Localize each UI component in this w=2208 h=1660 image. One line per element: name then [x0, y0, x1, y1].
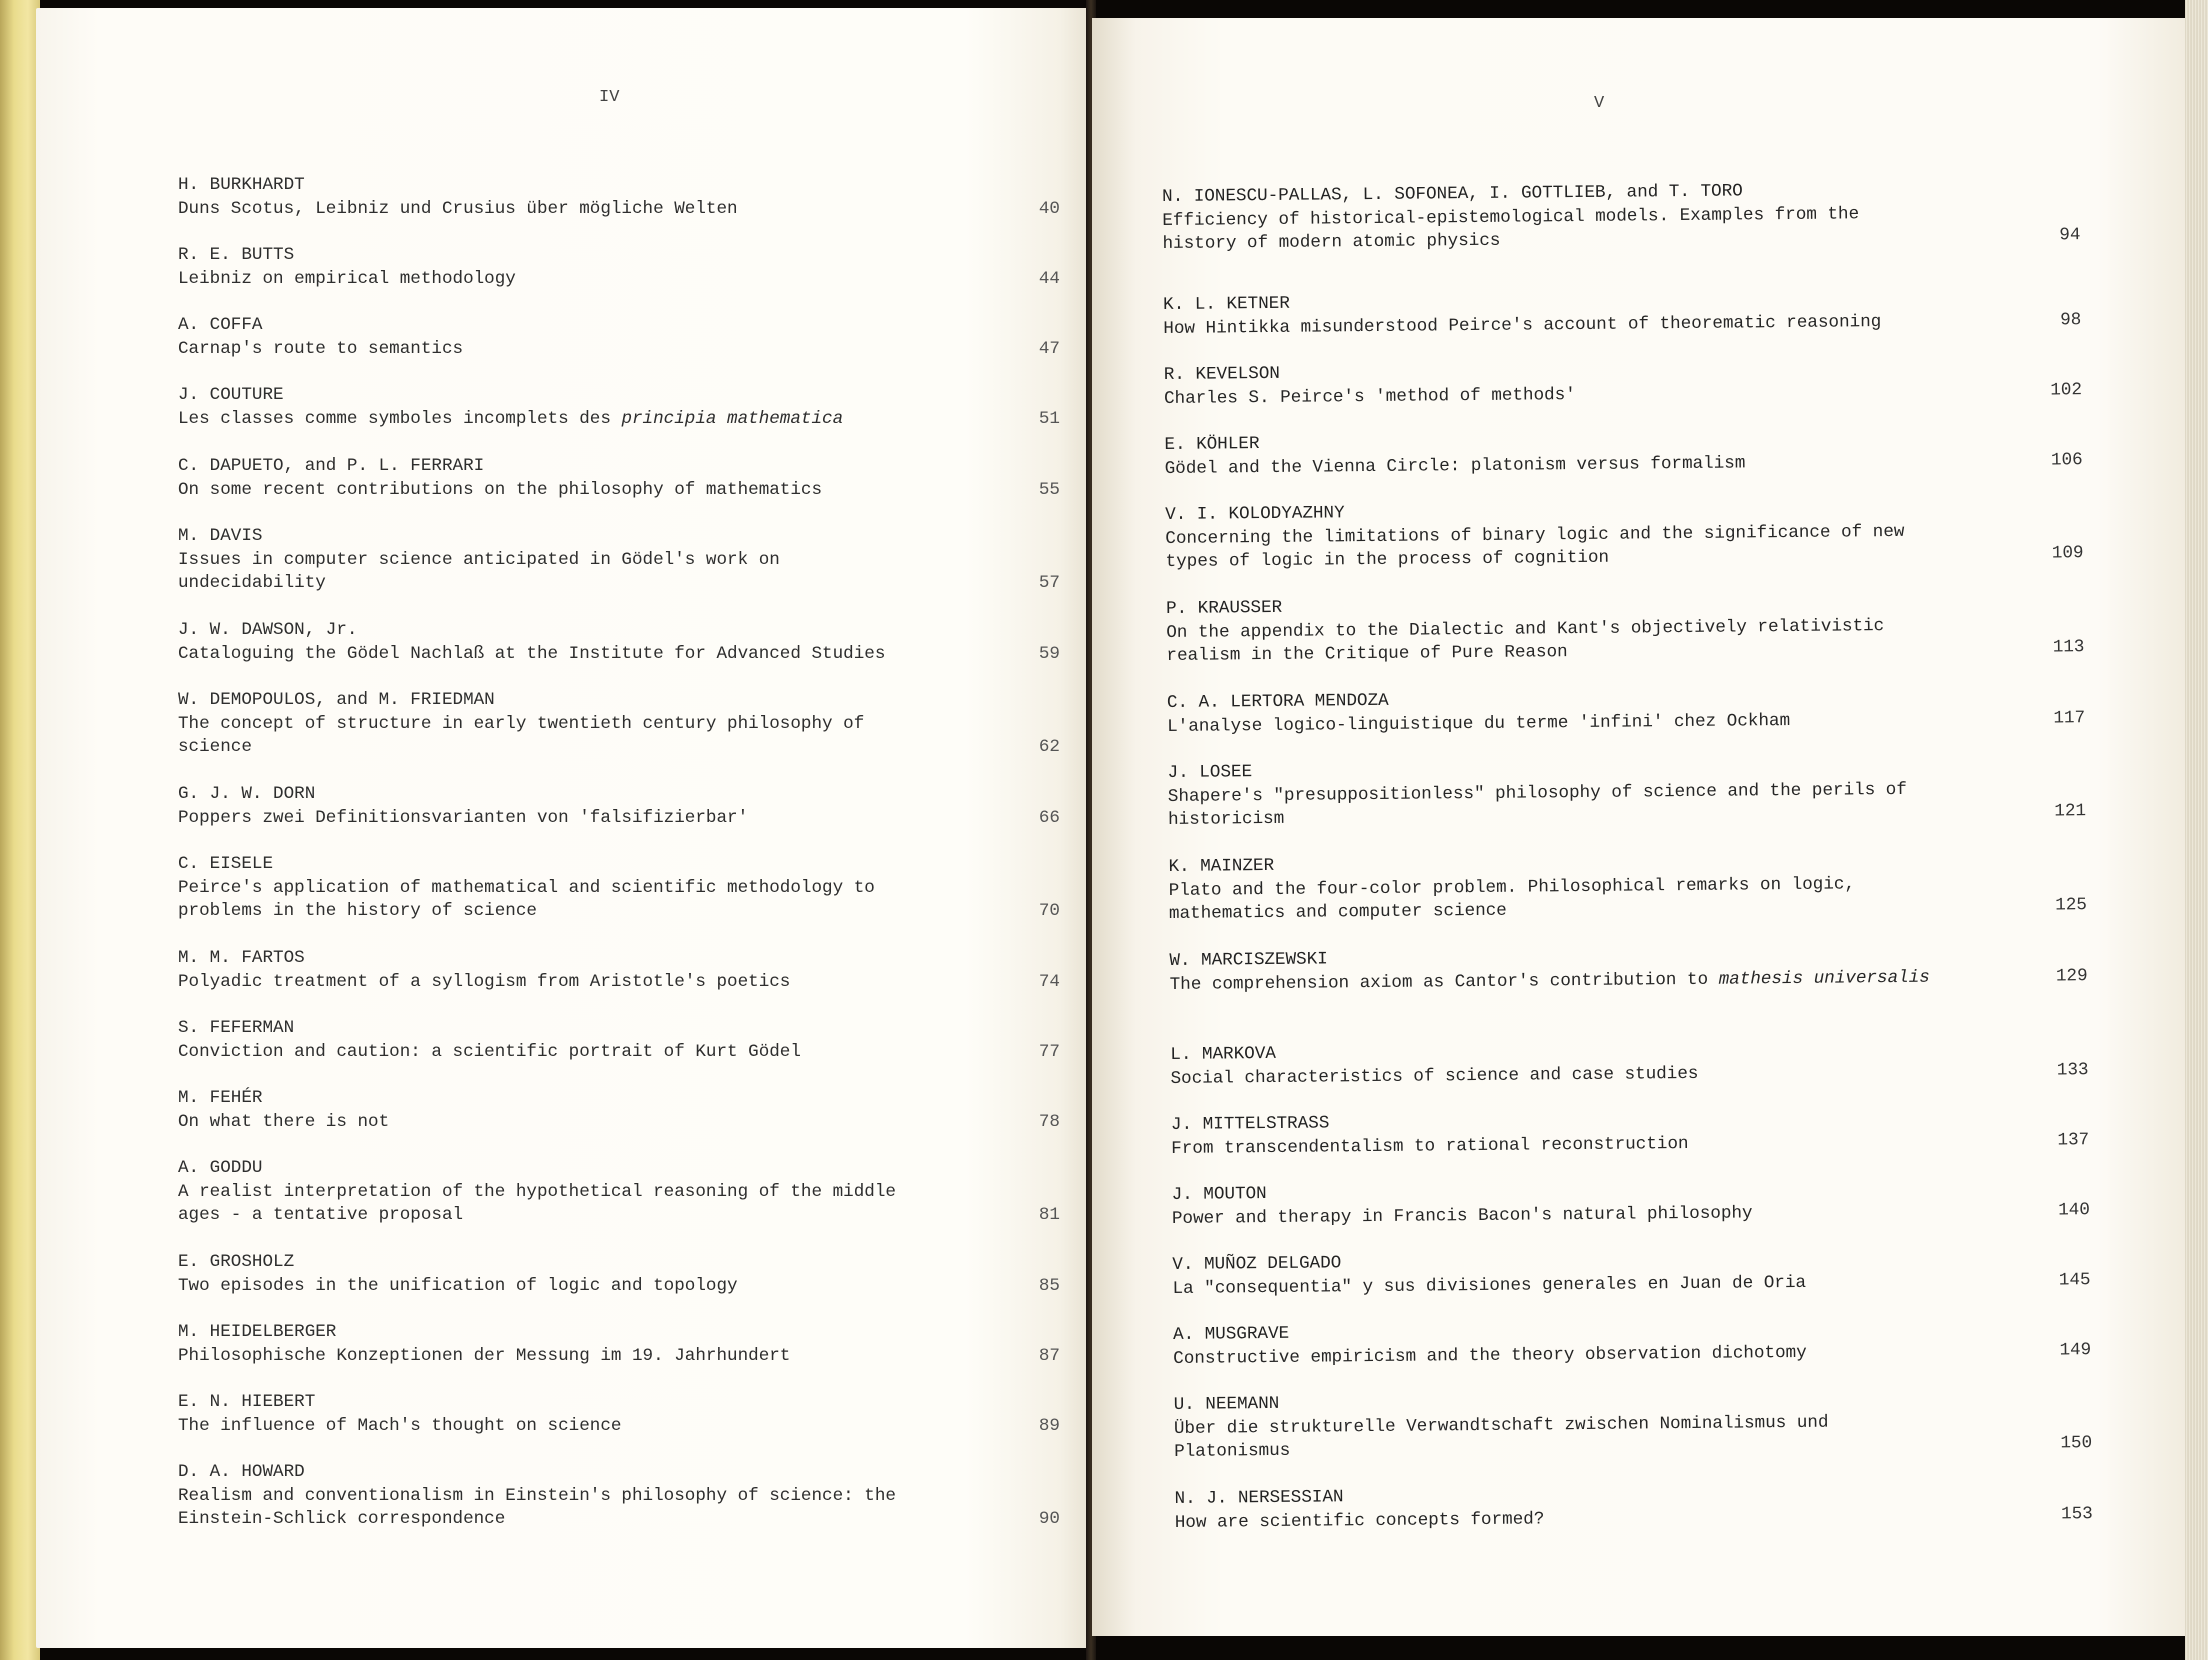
entry-author: K. MAINZER [1168, 855, 1275, 877]
entry-page-number: 47 [1038, 338, 1060, 359]
entry-title: Duns Scotus, Leibniz und Crusius über mögliche Welten [178, 198, 738, 219]
entry-title: Realism and conventionalism in Einstein's philosophy of science: the Einstein-Schlick correspondence [178, 1485, 896, 1529]
entry-title: Carnap's route to semantics [178, 338, 464, 359]
toc-entry [1163, 285, 2081, 341]
toc-entry [178, 947, 1058, 994]
toc-entry [178, 525, 1058, 596]
entry-title: The concept of structure in early twentieth century philosophy of science [178, 713, 865, 757]
entry-author: K. L. KETNER [1163, 293, 1290, 315]
entry-page-number: 66 [1038, 807, 1060, 828]
entry-page-number: 125 [2055, 895, 2088, 916]
entry-page-number: 44 [1038, 268, 1060, 289]
toc-entry [1168, 753, 2087, 832]
toc-entry [178, 1321, 1058, 1368]
toc-entry [1172, 1175, 2090, 1231]
entry-title: Efficiency of historical-epistemological models. Examples from the history of modern atomic physics [1162, 203, 1860, 254]
entry-title: On some recent contributions on the philosophy of mathematics [178, 479, 823, 500]
entry-author: E. N. HIEBERT [178, 1392, 316, 1412]
entry-page-number: 150 [2060, 1433, 2093, 1454]
toc-entry [1164, 355, 2082, 411]
entry-title: How are scientific concepts formed? [1174, 1508, 1545, 1533]
toc-entry [178, 689, 1058, 760]
entry-title: La "consequentia" y sus divisiones generales en Juan de Oria [1172, 1272, 1807, 1299]
entry-author: C. A. LERTORA MENDOZA [1166, 690, 1389, 713]
entry-author: H. BURKHARDT [178, 175, 305, 195]
entry-page-number: 89 [1038, 1415, 1060, 1436]
entry-page-number: 87 [1038, 1345, 1060, 1366]
entry-page-number: 113 [2052, 637, 2085, 658]
toc-entry [1174, 1479, 2092, 1535]
entry-title: On the appendix to the Dialectic and Kant's objectively relativistic realism in the Critique of Pure Reason [1166, 615, 1885, 666]
entry-author: E. GROSHOLZ [178, 1252, 295, 1272]
entry-page-number: 149 [2059, 1339, 2092, 1360]
entry-author: L. MARKOVA [1170, 1043, 1277, 1065]
toc-entry [178, 1391, 1058, 1438]
entry-title-italic: principia mathematica [621, 408, 844, 429]
toc-entry [178, 1157, 1058, 1228]
entry-page-number: 145 [2058, 1269, 2091, 1290]
entry-author: J. W. DAWSON, Jr. [178, 620, 358, 640]
entry-title: Polyadic treatment of a syllogism from Aristotle's poetics [178, 971, 791, 992]
toc-entry [178, 853, 1058, 924]
entry-title: On what there is not [178, 1111, 390, 1132]
entry-title: The influence of Mach's thought on science [178, 1415, 622, 1436]
entry-author: M. M. FARTOS [178, 948, 305, 968]
entry-page-number: 102 [2050, 379, 2083, 400]
book-edge-left [0, 0, 40, 1660]
toc-entry [178, 384, 1058, 431]
toc-entry [1162, 177, 2081, 256]
entry-page-number: 51 [1038, 408, 1060, 429]
toc-entry [1174, 1385, 2093, 1464]
entry-title: Peirce's application of mathematical and scientific methodology to problems in the history of science [178, 877, 875, 921]
entry-title: Poppers zwei Definitionsvarianten von 'falsifizierbar' [178, 807, 749, 828]
entry-author: M. FEHÉR [178, 1088, 263, 1108]
entry-page-number: 121 [2054, 801, 2087, 822]
entry-author: R. KEVELSON [1163, 363, 1281, 385]
toc-entry [1170, 1035, 2088, 1091]
entry-author: W. MARCISZEWSKI [1169, 949, 1328, 971]
toc-entry [1173, 1315, 2091, 1371]
entry-author: J. COUTURE [178, 385, 284, 405]
toc-entry [1168, 847, 2087, 926]
entry-page-number: 129 [2055, 965, 2088, 986]
entry-page-number: 140 [2058, 1199, 2090, 1220]
entry-title: A realist interpretation of the hypothetical reasoning of the middle ages - a tentative proposal [178, 1181, 896, 1225]
entry-page-number: 133 [2056, 1059, 2089, 1080]
entry-page-number: 77 [1038, 1041, 1060, 1062]
entry-title-text: The comprehension axiom as Cantor's contribution to [1169, 969, 1719, 995]
entry-author: N. J. NERSESSIAN [1174, 1487, 1344, 1509]
entry-page-number: 137 [2057, 1129, 2090, 1150]
entry-title: Two episodes in the unification of logic and topology [178, 1275, 738, 1296]
entry-author: G. J. W. DORN [178, 784, 316, 804]
entry-title: Über die strukturelle Verwandtschaft zwischen Nominalismus und Platonismus [1173, 1412, 1829, 1462]
entry-title [178, 408, 1058, 432]
entry-author: J. MITTELSTRASS [1170, 1113, 1330, 1135]
entry-page-number: 78 [1038, 1111, 1060, 1132]
toc-entry [1169, 941, 2087, 997]
entry-title: Leibniz on empirical methodology [178, 268, 516, 289]
toc-entry [1164, 425, 2082, 481]
entry-author: U. NEEMANN [1173, 1393, 1280, 1415]
toc-entry [178, 455, 1058, 502]
entry-title: Philosophische Konzeptionen der Messung im 19. Jahrhundert [178, 1345, 791, 1366]
toc-entry [1171, 1105, 2089, 1161]
entry-page-number: 70 [1038, 901, 1060, 921]
entry-author: D. A. HOWARD [178, 1462, 305, 1482]
entry-title: Issues in computer science anticipated in Gödel's work on undecidability [178, 549, 780, 593]
entry-author: S. FEFERMAN [178, 1018, 295, 1038]
toc-entry [178, 244, 1058, 291]
entry-page-number: 62 [1038, 737, 1060, 757]
entry-page-number: 57 [1038, 573, 1060, 593]
entry-title: Plato and the four-color problem. Philosophical remarks on logic, mathematics and computer science [1168, 873, 1856, 924]
page-number-right: V [1594, 94, 1605, 113]
entry-page-number: 85 [1038, 1275, 1060, 1296]
entry-author: M. DAVIS [178, 526, 263, 546]
entry-author: N. IONESCU-PALLAS, L. SOFONEA, I. GOTTLIEB, and T. TORO [1162, 181, 1743, 207]
toc-entry [178, 314, 1058, 361]
entry-title: Gödel and the Vienna Circle: platonism versus formalism [1164, 452, 1746, 479]
entry-title: Concerning the limitations of binary logic and the significance of new types of logic in the process of cognition [1165, 521, 1905, 572]
entry-page-number: 90 [1038, 1509, 1060, 1529]
entry-page-number: 98 [2060, 309, 2082, 330]
entry-author: A. MUSGRAVE [1172, 1323, 1290, 1345]
entry-title-text: Les classes comme symboles incomplets des [178, 408, 622, 429]
entry-title: Charles S. Peirce's 'method of methods' [1163, 384, 1576, 409]
book-edge-right [2185, 0, 2208, 1660]
entry-title: Shapere's "presuppositionless" philosophy of science and the perils of historicism [1167, 779, 1907, 830]
entry-author: J. LOSEE [1167, 762, 1253, 783]
toc-entry [178, 783, 1058, 830]
entry-author: C. DAPUETO, and P. L. FERRARI [178, 456, 485, 476]
entry-author: A. GODDU [178, 1158, 263, 1178]
entry-author: V. MUÑOZ DELGADO [1172, 1253, 1342, 1275]
toc-entry [178, 1087, 1058, 1134]
entry-author: W. DEMOPOULOS, and M. FRIEDMAN [178, 690, 495, 710]
entry-page-number: 106 [2050, 449, 2083, 470]
entry-page-number: 153 [2061, 1503, 2093, 1524]
entry-title: Cataloguing the Gödel Nachlaß at the Institute for Advanced Studies [178, 643, 886, 664]
entry-page-number: 59 [1038, 643, 1060, 664]
entry-author: V. I. KOLODYAZHNY [1165, 503, 1345, 525]
entry-page-number: 117 [2053, 707, 2086, 728]
entry-title-italic: mathesis universalis [1718, 967, 1930, 990]
toc-list-left [178, 174, 1060, 1529]
entry-author: E. KÖHLER [1164, 434, 1260, 455]
entry-author: R. E. BUTTS [178, 245, 295, 265]
entry-title: How Hintikka misunderstood Peirce's account of theorematic reasoning [1163, 311, 1882, 339]
entry-author: C. EISELE [178, 854, 274, 874]
entry-title: Constructive empiricism and the theory observation dichotomy [1173, 1342, 1807, 1369]
entry-author: P. KRAUSSER [1165, 597, 1283, 619]
toc-entry [178, 1461, 1058, 1532]
toc-entry [178, 1017, 1058, 1064]
toc-entry [178, 1251, 1058, 1298]
toc-entry [178, 619, 1058, 666]
toc-entry [1166, 589, 2085, 668]
entry-author: J. MOUTON [1171, 1184, 1267, 1205]
entry-title: From transcendentalism to rational reconstruction [1171, 1133, 1689, 1159]
entry-page-number: 40 [1038, 198, 1060, 219]
entry-page-number: 94 [2059, 225, 2081, 246]
toc-entry [1172, 1245, 2090, 1301]
entry-title: L'analyse logico-linguistique du terme 'infini' chez Ockham [1167, 710, 1791, 737]
entry-author: A. COFFA [178, 315, 263, 335]
entry-page-number: 55 [1038, 479, 1060, 500]
entry-title: Social characteristics of science and case studies [1170, 1063, 1699, 1089]
toc-entry [1165, 495, 2084, 574]
entry-page-number: 74 [1038, 971, 1060, 992]
entry-title: Power and therapy in Francis Bacon's natural philosophy [1171, 1202, 1753, 1229]
entry-page-number: 81 [1038, 1205, 1060, 1225]
toc-entry [1167, 683, 2085, 739]
entry-page-number: 109 [2051, 543, 2084, 564]
entry-title: Conviction and caution: a scientific portrait of Kurt Gödel [178, 1041, 801, 1062]
page-number-left: IV [599, 88, 620, 107]
toc-entry [178, 174, 1058, 221]
entry-author: M. HEIDELBERGER [178, 1322, 337, 1342]
